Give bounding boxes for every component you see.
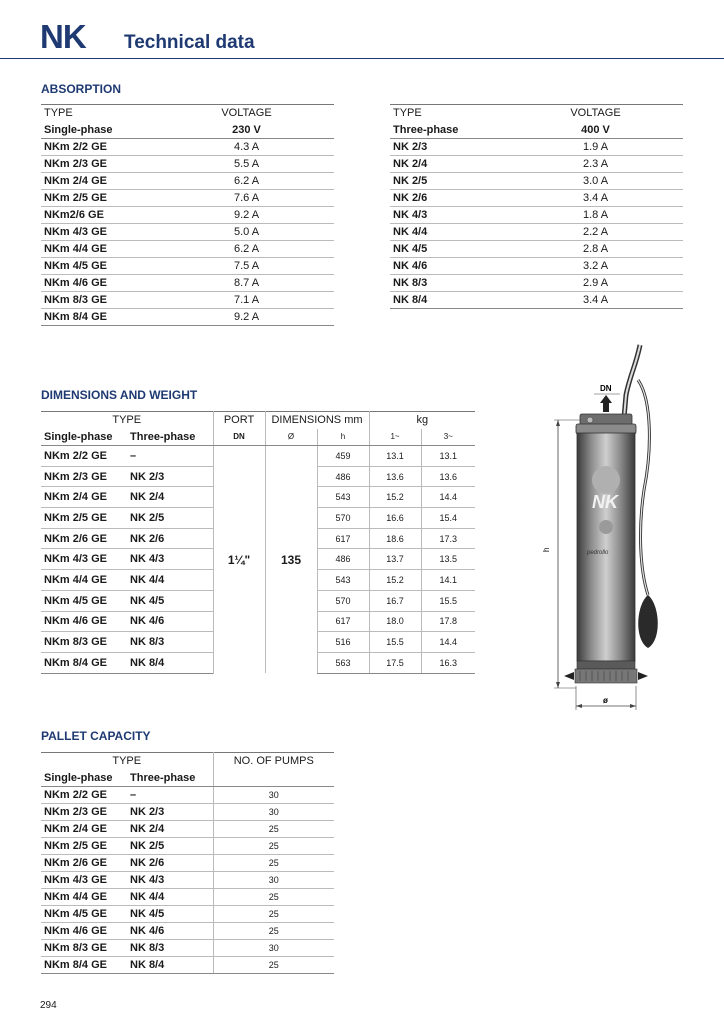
table-row <box>41 821 334 838</box>
three-phase-cell: NK 8/3 <box>127 940 213 957</box>
table-subheader-row <box>41 429 475 446</box>
table-header-row <box>41 412 475 429</box>
weight-single-cell: 16.6 <box>369 508 421 529</box>
single-phase-cell: NKm 2/6 GE <box>41 528 127 549</box>
col-pump-count: NO. OF PUMPS <box>213 753 334 770</box>
current-cell: 5.0 A <box>159 224 334 241</box>
three-phase-cell: NK 4/3 <box>127 872 213 889</box>
table-row <box>390 292 683 309</box>
type-cell: NKm 8/3 GE <box>41 292 159 309</box>
height-cell: 543 <box>317 570 369 591</box>
table-row <box>390 275 683 292</box>
table-row <box>41 957 334 974</box>
three-phase-cell: NK 4/4 <box>127 570 213 591</box>
pallet-title: PALLET CAPACITY <box>41 729 151 743</box>
current-cell: 6.2 A <box>159 241 334 258</box>
port-cell: 1¼" <box>213 446 265 674</box>
type-cell: NK 2/3 <box>393 141 428 153</box>
type-cell: NKm 2/3 GE <box>41 156 159 173</box>
current-cell: 3.2 A <box>508 258 683 275</box>
current-cell: 2.9 A <box>508 275 683 292</box>
three-phase-cell: NK 4/5 <box>127 590 213 611</box>
weight-three-cell: 14.4 <box>421 632 475 653</box>
three-phase-cell: NK 2/4 <box>127 487 213 508</box>
col-kg: kg <box>369 412 475 429</box>
three-phase-cell: NK 8/3 <box>127 632 213 653</box>
single-phase-cell: NKm 4/5 GE <box>41 590 127 611</box>
single-phase-cell: NKm 8/4 GE <box>41 957 127 974</box>
current-cell: 9.2 A <box>159 309 334 326</box>
single-phase-cell: NKm 2/2 GE <box>44 449 107 462</box>
weight-three-cell: 17.3 <box>421 528 475 549</box>
type-cell: NK 4/6 <box>390 258 508 275</box>
pump-count-cell: 25 <box>213 821 334 838</box>
weight-three-cell: 14.4 <box>421 487 475 508</box>
col-type: TYPE <box>112 414 142 427</box>
table-row <box>41 275 334 292</box>
current-cell: 2.8 A <box>508 241 683 258</box>
single-phase-cell: NKm 2/6 GE <box>41 855 127 872</box>
col-type: TYPE <box>393 107 422 120</box>
pallet-table <box>41 752 334 974</box>
three-phase-cell: NK 2/3 <box>127 466 213 487</box>
table-row <box>390 156 683 173</box>
col-dimensions: DIMENSIONS mm <box>265 412 369 429</box>
col-type: TYPE <box>44 107 73 120</box>
single-phase-cell: NKm 4/3 GE <box>41 872 127 889</box>
table-row <box>41 139 334 156</box>
voltage-value: 230 V <box>159 122 334 139</box>
col-type: TYPE <box>112 755 142 768</box>
pump-count-cell: 25 <box>213 855 334 872</box>
height-cell: 617 <box>317 611 369 632</box>
height-cell: 543 <box>317 487 369 508</box>
type-cell: NKm 8/4 GE <box>41 309 159 326</box>
weight-single-cell: 16.7 <box>369 590 421 611</box>
three-phase-cell: NK 8/4 <box>127 652 213 673</box>
table-row <box>41 855 334 872</box>
table-row <box>41 889 334 906</box>
height-cell: 570 <box>317 590 369 611</box>
height-cell: 486 <box>317 466 369 487</box>
single-phase-cell: NKm 4/5 GE <box>41 906 127 923</box>
weight-single-cell: 13.1 <box>369 446 421 467</box>
three-phase-cell: NK 4/3 <box>127 549 213 570</box>
pump-drawing <box>540 340 680 715</box>
pump-count-cell: 25 <box>213 906 334 923</box>
three-phase-cell: NK 4/6 <box>127 611 213 632</box>
dimensions-table <box>41 411 475 674</box>
col-voltage: VOLTAGE <box>221 107 272 120</box>
product-code: NK <box>40 18 86 55</box>
single-phase-cell: NKm 2/5 GE <box>41 838 127 855</box>
col-dn: DN <box>213 429 265 446</box>
weight-three-cell: 15.5 <box>421 590 475 611</box>
table-row <box>41 241 334 258</box>
col-kg-single: 1~ <box>369 429 421 446</box>
three-phase-cell: NK 2/6 <box>127 528 213 549</box>
table-row <box>41 838 334 855</box>
col-single-phase: Single-phase <box>41 770 127 787</box>
weight-three-cell: 16.3 <box>421 652 475 673</box>
table-row <box>41 446 475 467</box>
pump-count-cell: 25 <box>213 889 334 906</box>
weight-single-cell: 17.5 <box>369 652 421 673</box>
pump-count-cell: 25 <box>213 923 334 940</box>
table-row <box>41 940 334 957</box>
pump-logo: NK <box>592 492 618 512</box>
table-row <box>390 207 683 224</box>
brand-name: pedrollo <box>587 550 609 556</box>
type-cell: NK 4/5 <box>390 241 508 258</box>
type-cell: NKm 4/4 GE <box>41 241 159 258</box>
current-cell: 2.2 A <box>508 224 683 241</box>
type-cell: NK 2/6 <box>390 190 508 207</box>
table-row <box>41 207 334 224</box>
height-cell: 563 <box>317 652 369 673</box>
table-subheader-row <box>41 770 334 787</box>
three-phase-cell: NK 2/3 <box>127 804 213 821</box>
pump-count-cell: 30 <box>213 940 334 957</box>
single-phase-cell: NKm 4/6 GE <box>41 923 127 940</box>
single-phase-cell: NKm 2/2 GE <box>44 789 107 801</box>
diameter-cell: 135 <box>265 446 317 674</box>
weight-three-cell: 13.6 <box>421 466 475 487</box>
single-phase-cell: NKm 8/4 GE <box>41 652 127 673</box>
header-divider <box>0 58 724 59</box>
current-cell: 3.4 A <box>508 292 683 309</box>
height-label: h <box>542 547 551 552</box>
table-row <box>41 804 334 821</box>
col-three-phase: Three-phase <box>127 429 213 446</box>
page-title: Technical data <box>124 32 255 53</box>
weight-three-cell: 13.1 <box>421 446 475 467</box>
current-cell: 7.6 A <box>159 190 334 207</box>
type-cell: NKm2/6 GE <box>41 207 159 224</box>
three-phase-cell: NK 4/6 <box>127 923 213 940</box>
table-row <box>41 173 334 190</box>
single-phase-cell: NKm 2/4 GE <box>41 487 127 508</box>
weight-three-cell: 15.4 <box>421 508 475 529</box>
type-cell: NKm 2/5 GE <box>41 190 159 207</box>
current-cell: 7.1 A <box>159 292 334 309</box>
current-cell: 4.3 A <box>233 141 260 153</box>
pump-count-cell: 30 <box>213 872 334 889</box>
pump-count-cell: 30 <box>213 804 334 821</box>
single-phase-cell: NKm 2/3 GE <box>41 804 127 821</box>
current-cell: 6.2 A <box>159 173 334 190</box>
type-cell: NKm 4/6 GE <box>41 275 159 292</box>
type-cell: NK 2/4 <box>390 156 508 173</box>
table-row <box>41 872 334 889</box>
weight-three-cell: 17.8 <box>421 611 475 632</box>
weight-single-cell: 13.7 <box>369 549 421 570</box>
three-phase-cell: NK 2/6 <box>127 855 213 872</box>
height-cell: 516 <box>317 632 369 653</box>
dn-label: DN <box>600 384 612 393</box>
table-row <box>41 224 334 241</box>
type-cell: NKm 2/2 GE <box>44 141 107 153</box>
dimensions-title: DIMENSIONS AND WEIGHT <box>41 388 198 402</box>
weight-single-cell: 15.2 <box>369 570 421 591</box>
empty-cell <box>213 770 334 787</box>
table-row <box>390 258 683 275</box>
table-row <box>390 139 683 156</box>
type-cell: NK 8/4 <box>390 292 508 309</box>
single-phase-cell: NKm 2/4 GE <box>41 821 127 838</box>
table-row <box>41 923 334 940</box>
table-row <box>41 258 334 275</box>
height-cell: 617 <box>317 528 369 549</box>
single-phase-cell: NKm 4/6 GE <box>41 611 127 632</box>
pump-count-cell: 30 <box>213 787 334 804</box>
three-phase-cell: NK 2/5 <box>127 508 213 529</box>
three-phase-cell: – <box>130 449 137 462</box>
three-phase-cell: NK 2/5 <box>127 838 213 855</box>
current-cell: 1.9 A <box>582 141 609 153</box>
table-header-row <box>41 105 334 122</box>
col-diameter: Ø <box>265 429 317 446</box>
single-phase-cell: NKm 4/3 GE <box>41 549 127 570</box>
col-voltage: VOLTAGE <box>570 107 621 120</box>
single-phase-cell: NKm 2/3 GE <box>41 466 127 487</box>
weight-single-cell: 18.0 <box>369 611 421 632</box>
type-cell: NK 2/5 <box>390 173 508 190</box>
pump-count-cell: 25 <box>213 838 334 855</box>
three-phase-cell: NK 2/4 <box>127 821 213 838</box>
col-three-phase: Three-phase <box>127 770 213 787</box>
type-cell: NKm 4/5 GE <box>41 258 159 275</box>
voltage-value: 400 V <box>508 122 683 139</box>
table-row <box>41 906 334 923</box>
weight-single-cell: 15.2 <box>369 487 421 508</box>
current-cell: 7.5 A <box>159 258 334 275</box>
table-header-row <box>390 105 683 122</box>
col-single-phase: Single-phase <box>41 429 127 446</box>
page-number: 294 <box>40 1000 57 1011</box>
table-row <box>41 309 334 326</box>
col-height: h <box>317 429 369 446</box>
current-cell: 3.4 A <box>508 190 683 207</box>
weight-three-cell: 14.1 <box>421 570 475 591</box>
three-phase-cell: NK 4/5 <box>127 906 213 923</box>
current-cell: 3.0 A <box>508 173 683 190</box>
table-row <box>41 190 334 207</box>
table-subheader-row <box>390 122 683 139</box>
absorption-single-table <box>41 104 334 326</box>
col-port: PORT <box>213 412 265 429</box>
type-cell: NKm 2/4 GE <box>41 173 159 190</box>
current-cell: 9.2 A <box>159 207 334 224</box>
type-cell: NKm 4/3 GE <box>41 224 159 241</box>
height-cell: 570 <box>317 508 369 529</box>
table-row <box>390 224 683 241</box>
pump-count-cell: 25 <box>213 957 334 974</box>
type-cell: NK 8/3 <box>390 275 508 292</box>
table-header-row <box>41 753 334 770</box>
table-row <box>390 241 683 258</box>
three-phase-cell: NK 8/4 <box>127 957 213 974</box>
diameter-label: ø <box>603 696 608 705</box>
current-cell: 2.3 A <box>508 156 683 173</box>
table-subheader-row <box>41 122 334 139</box>
single-phase-cell: NKm 4/4 GE <box>41 570 127 591</box>
three-phase-cell: NK 4/4 <box>127 889 213 906</box>
table-row <box>41 787 334 804</box>
weight-single-cell: 13.6 <box>369 466 421 487</box>
table-row <box>390 173 683 190</box>
height-cell: 459 <box>317 446 369 467</box>
table-row <box>41 292 334 309</box>
single-phase-cell: NKm 4/4 GE <box>41 889 127 906</box>
absorption-title: ABSORPTION <box>41 82 122 96</box>
current-cell: 1.8 A <box>508 207 683 224</box>
type-cell: NK 4/3 <box>390 207 508 224</box>
table-row <box>390 190 683 207</box>
col-kg-three: 3~ <box>421 429 475 446</box>
height-cell: 486 <box>317 549 369 570</box>
phase-label: Three-phase <box>390 122 508 139</box>
current-cell: 5.5 A <box>159 156 334 173</box>
phase-label: Single-phase <box>41 122 159 139</box>
table-row <box>41 156 334 173</box>
absorption-three-table <box>390 104 683 309</box>
single-phase-cell: NKm 8/3 GE <box>41 632 127 653</box>
weight-single-cell: 18.6 <box>369 528 421 549</box>
weight-single-cell: 15.5 <box>369 632 421 653</box>
single-phase-cell: NKm 2/5 GE <box>41 508 127 529</box>
single-phase-cell: NKm 8/3 GE <box>41 940 127 957</box>
three-phase-cell: – <box>130 789 137 801</box>
type-cell: NK 4/4 <box>390 224 508 241</box>
current-cell: 8.7 A <box>159 275 334 292</box>
weight-three-cell: 13.5 <box>421 549 475 570</box>
